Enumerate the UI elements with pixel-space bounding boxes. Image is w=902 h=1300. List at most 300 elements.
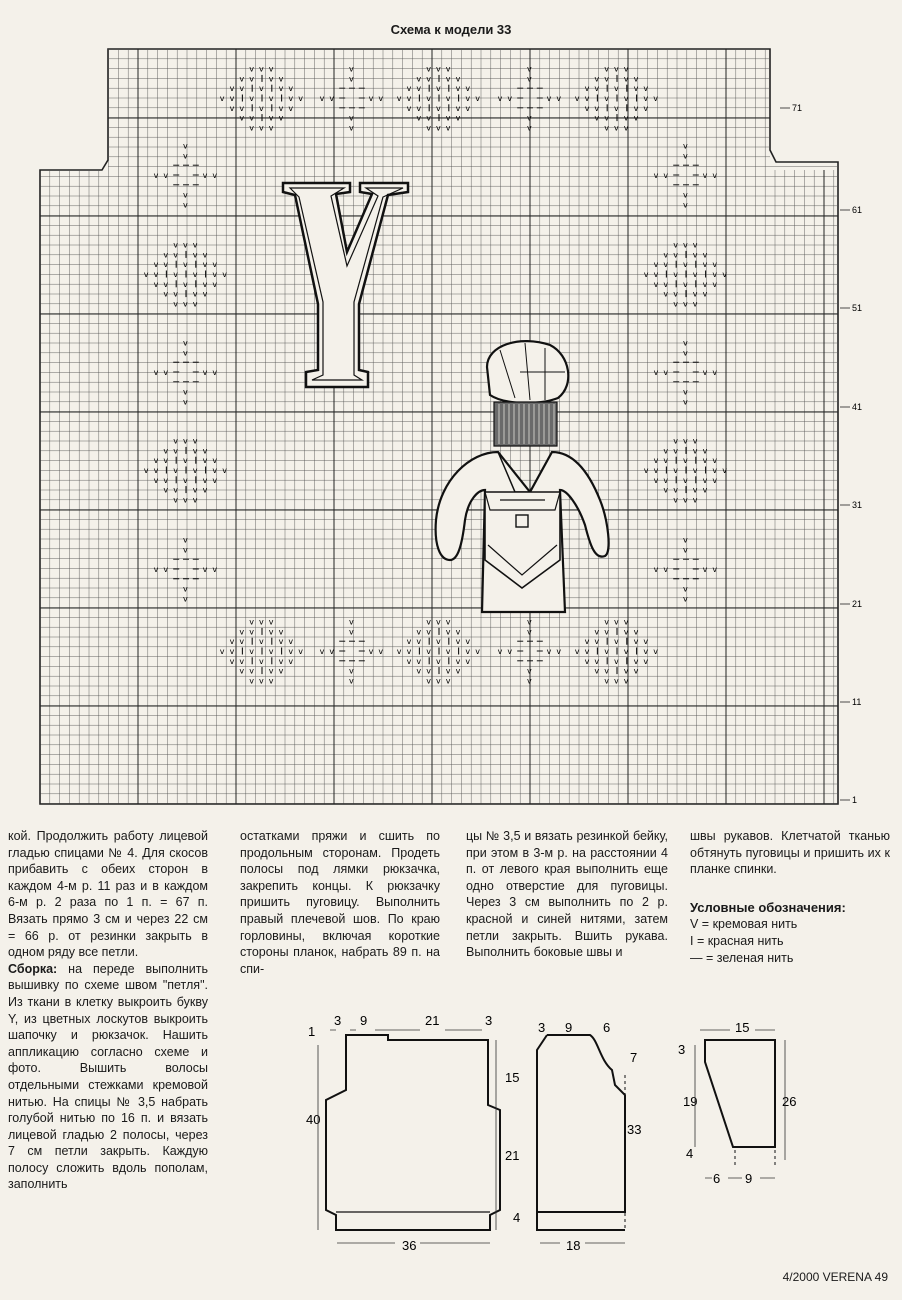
- svg-text:v: v: [349, 113, 354, 123]
- svg-text:v: v: [623, 647, 629, 656]
- svg-text:v: v: [153, 260, 159, 270]
- svg-text:v: v: [202, 289, 208, 299]
- svg-text:v: v: [683, 348, 688, 358]
- svg-text:v: v: [643, 466, 649, 475]
- svg-text:v: v: [594, 666, 600, 676]
- svg-text:v: v: [349, 64, 354, 74]
- svg-text:v: v: [712, 368, 718, 377]
- svg-text:v: v: [183, 535, 188, 545]
- svg-text:v: v: [268, 666, 274, 676]
- svg-text:v: v: [653, 279, 659, 289]
- diamond-motif: [644, 437, 727, 505]
- svg-text:v: v: [663, 456, 669, 466]
- star-motif: [320, 618, 384, 686]
- svg-text:v: v: [663, 279, 669, 289]
- svg-text:v: v: [183, 456, 188, 466]
- svg-text:v: v: [219, 647, 225, 656]
- svg-text:v: v: [268, 64, 274, 74]
- svg-text:v: v: [426, 647, 431, 656]
- svg-text:v: v: [183, 338, 188, 348]
- svg-text:v: v: [183, 141, 188, 151]
- text-column-4-body: швы рукавов. Клетчатой тканью обтянуть пуговицы и пришить их к планке спинки.: [690, 829, 890, 877]
- svg-text:v: v: [465, 637, 471, 647]
- svg-text:v: v: [455, 113, 461, 123]
- svg-text:v: v: [153, 565, 159, 574]
- svg-text:v: v: [192, 495, 198, 505]
- svg-text:v: v: [643, 94, 649, 103]
- svg-text:v: v: [278, 84, 284, 94]
- svg-text:v: v: [278, 113, 284, 123]
- svg-text:v: v: [594, 627, 600, 637]
- front-dimension: 9: [565, 1020, 573, 1035]
- svg-text:v: v: [249, 676, 254, 686]
- svg-text:v: v: [683, 240, 688, 250]
- text-assembly-start: кой. Продолжить работу лицевой гладью спицами № 4. Для скосов прибавить с обеих сторон в каждом 4-м р. 11 раз и в каждом 6-м р. 2 раза по 1 п. = 67 п. Вязать прямо 3 см и через 22 см = 66 р. от резинки закрыть в одном ряду все петли.: [8, 829, 208, 960]
- svg-text:v: v: [653, 647, 658, 656]
- svg-text:v: v: [614, 84, 619, 94]
- svg-text:v: v: [288, 647, 294, 656]
- svg-text:v: v: [426, 94, 431, 103]
- svg-text:v: v: [268, 676, 274, 686]
- svg-text:v: v: [192, 250, 198, 260]
- svg-text:v: v: [633, 84, 639, 94]
- svg-text:v: v: [643, 656, 649, 666]
- svg-text:v: v: [633, 627, 639, 637]
- sleeve-dimension: 3: [678, 1042, 686, 1057]
- svg-text:v: v: [445, 94, 451, 103]
- diamond-motif: [575, 65, 658, 133]
- svg-text:v: v: [683, 141, 688, 151]
- svg-text:v: v: [594, 113, 600, 123]
- svg-text:v: v: [192, 289, 198, 299]
- svg-text:v: v: [163, 368, 169, 377]
- svg-text:v: v: [692, 270, 698, 279]
- svg-text:v: v: [249, 64, 254, 74]
- row-number: 41: [852, 402, 863, 412]
- svg-text:v: v: [183, 397, 188, 407]
- legend-title: Условные обозначения:: [690, 899, 846, 915]
- sleeve-dimension: 19: [683, 1094, 698, 1109]
- svg-text:v: v: [229, 103, 235, 113]
- svg-text:v: v: [173, 270, 178, 279]
- svg-text:v: v: [436, 64, 441, 74]
- svg-text:v: v: [202, 250, 208, 260]
- svg-text:v: v: [614, 617, 619, 627]
- svg-text:v: v: [455, 74, 461, 84]
- svg-text:v: v: [173, 485, 178, 495]
- svg-text:v: v: [623, 617, 629, 627]
- svg-text:v: v: [173, 240, 178, 250]
- svg-text:v: v: [163, 456, 169, 466]
- star-motif: [320, 65, 384, 133]
- svg-text:v: v: [212, 171, 218, 180]
- svg-text:v: v: [673, 270, 678, 279]
- svg-text:v: v: [584, 647, 590, 656]
- svg-text:v: v: [584, 637, 590, 647]
- svg-text:v: v: [192, 466, 198, 475]
- svg-text:v: v: [702, 171, 708, 180]
- svg-text:v: v: [692, 436, 698, 446]
- svg-text:v: v: [594, 637, 600, 647]
- svg-text:v: v: [683, 151, 688, 161]
- svg-text:v: v: [212, 260, 218, 270]
- svg-text:v: v: [426, 666, 431, 676]
- text-column-2-body: остатками пряжи и сшить по продольным сторонам. Продеть полосы под лямки рюкзачка, закрепить концы. К рюкзачку пришить пуговицу. Выполнить правый плечевой шов. По краю горловины, включая короткие стороны планок, набрать 89 п. на спи-: [240, 829, 440, 976]
- svg-text:v: v: [692, 446, 698, 456]
- svg-text:v: v: [163, 171, 169, 180]
- svg-text:v: v: [163, 260, 169, 270]
- svg-text:v: v: [527, 666, 532, 676]
- svg-text:v: v: [712, 260, 718, 270]
- svg-text:v: v: [692, 250, 698, 260]
- svg-text:v: v: [349, 123, 354, 133]
- svg-text:v: v: [406, 647, 412, 656]
- svg-text:v: v: [229, 637, 235, 647]
- svg-text:v: v: [527, 74, 532, 84]
- svg-text:v: v: [497, 647, 503, 656]
- svg-text:v: v: [426, 617, 431, 627]
- row-number: 71: [792, 103, 803, 113]
- svg-text:v: v: [229, 94, 235, 103]
- svg-text:v: v: [584, 656, 590, 666]
- svg-text:v: v: [288, 94, 294, 103]
- svg-text:v: v: [378, 94, 384, 103]
- svg-text:v: v: [153, 171, 159, 180]
- svg-text:v: v: [212, 565, 218, 574]
- legend-green: — = зеленая нить: [690, 951, 794, 966]
- svg-text:v: v: [349, 676, 354, 686]
- svg-text:v: v: [192, 270, 198, 279]
- svg-text:v: v: [683, 584, 688, 594]
- svg-text:v: v: [546, 647, 552, 656]
- svg-text:v: v: [249, 627, 254, 637]
- body-dimension: 36: [402, 1238, 417, 1253]
- svg-text:v: v: [702, 289, 708, 299]
- svg-text:v: v: [153, 368, 159, 377]
- svg-text:v: v: [192, 446, 198, 456]
- svg-text:v: v: [527, 123, 532, 133]
- svg-text:v: v: [239, 627, 245, 637]
- svg-text:v: v: [623, 64, 629, 74]
- svg-text:v: v: [663, 565, 669, 574]
- assembly-heading: Сборка:: [8, 961, 58, 976]
- svg-text:v: v: [183, 279, 188, 289]
- svg-text:v: v: [268, 627, 274, 637]
- svg-text:v: v: [683, 299, 688, 309]
- svg-text:v: v: [623, 113, 629, 123]
- diamond-motif: [397, 618, 480, 686]
- svg-text:v: v: [396, 94, 402, 103]
- chart-title: Схема к модели 33: [390, 22, 512, 37]
- svg-text:v: v: [692, 289, 698, 299]
- svg-text:v: v: [574, 647, 580, 656]
- svg-text:v: v: [643, 103, 649, 113]
- svg-text:v: v: [143, 466, 149, 475]
- svg-text:v: v: [259, 103, 264, 113]
- svg-text:v: v: [574, 94, 580, 103]
- svg-text:v: v: [465, 94, 471, 103]
- svg-text:v: v: [683, 279, 688, 289]
- svg-text:v: v: [455, 627, 461, 637]
- svg-text:v: v: [406, 656, 412, 666]
- svg-text:v: v: [183, 260, 188, 270]
- svg-text:v: v: [445, 627, 451, 637]
- svg-text:v: v: [173, 436, 178, 446]
- front-dimension: 7: [630, 1050, 638, 1065]
- svg-text:v: v: [192, 436, 198, 446]
- diamond-motif: [575, 618, 658, 686]
- svg-text:v: v: [673, 289, 678, 299]
- svg-text:v: v: [319, 647, 325, 656]
- svg-text:v: v: [406, 84, 412, 94]
- svg-text:v: v: [219, 94, 225, 103]
- body-dimension: 9: [360, 1013, 368, 1028]
- svg-text:v: v: [455, 637, 461, 647]
- svg-text:v: v: [202, 279, 208, 289]
- svg-text:v: v: [329, 94, 335, 103]
- svg-text:v: v: [249, 617, 254, 627]
- svg-text:v: v: [212, 368, 218, 377]
- svg-text:v: v: [212, 456, 218, 466]
- svg-text:v: v: [683, 338, 688, 348]
- svg-text:v: v: [623, 74, 629, 84]
- body-dimension: 15: [505, 1070, 520, 1085]
- svg-text:v: v: [683, 535, 688, 545]
- svg-text:v: v: [604, 647, 609, 656]
- svg-text:v: v: [683, 594, 688, 604]
- svg-text:v: v: [268, 113, 274, 123]
- svg-text:v: v: [633, 103, 639, 113]
- svg-text:v: v: [229, 84, 235, 94]
- svg-text:v: v: [268, 74, 274, 84]
- svg-text:v: v: [663, 368, 669, 377]
- sleeve-dimension: 15: [735, 1020, 750, 1035]
- svg-text:v: v: [604, 113, 609, 123]
- svg-text:v: v: [406, 637, 412, 647]
- pattern-dimension-labels: [306, 1013, 796, 1253]
- svg-text:v: v: [288, 103, 294, 113]
- svg-text:v: v: [527, 617, 532, 627]
- svg-text:v: v: [445, 617, 451, 627]
- svg-text:v: v: [683, 387, 688, 397]
- svg-text:v: v: [673, 485, 678, 495]
- svg-text:v: v: [475, 94, 480, 103]
- body-dimension: 1: [308, 1024, 316, 1039]
- svg-text:v: v: [653, 270, 659, 279]
- svg-text:v: v: [692, 240, 698, 250]
- svg-text:v: v: [663, 171, 669, 180]
- svg-text:v: v: [183, 348, 188, 358]
- svg-text:v: v: [465, 656, 471, 666]
- svg-text:v: v: [239, 666, 245, 676]
- svg-text:v: v: [163, 446, 169, 456]
- svg-text:v: v: [702, 475, 708, 485]
- front-dimension: 18: [566, 1238, 581, 1253]
- svg-text:v: v: [673, 436, 678, 446]
- svg-text:v: v: [406, 103, 412, 113]
- svg-text:v: v: [239, 113, 245, 123]
- svg-text:v: v: [259, 84, 264, 94]
- cross-stitch-motifs: [144, 65, 727, 686]
- svg-text:v: v: [445, 676, 451, 686]
- svg-text:v: v: [249, 74, 254, 84]
- svg-text:v: v: [183, 200, 188, 210]
- svg-text:v: v: [683, 456, 688, 466]
- svg-text:v: v: [507, 647, 513, 656]
- svg-text:v: v: [594, 656, 600, 666]
- svg-text:v: v: [163, 279, 169, 289]
- svg-text:v: v: [319, 94, 325, 103]
- boy-hair: [494, 402, 557, 446]
- star-motif: [154, 142, 218, 210]
- svg-text:v: v: [163, 565, 169, 574]
- svg-text:v: v: [455, 103, 461, 113]
- svg-text:v: v: [288, 656, 294, 666]
- svg-text:v: v: [633, 637, 639, 647]
- svg-text:v: v: [183, 151, 188, 161]
- svg-text:v: v: [202, 260, 208, 270]
- svg-text:v: v: [202, 485, 208, 495]
- letter-y-applique: [283, 183, 408, 387]
- svg-text:v: v: [653, 260, 659, 270]
- svg-text:v: v: [527, 627, 532, 637]
- svg-text:v: v: [692, 299, 698, 309]
- text-column-2: [240, 828, 440, 977]
- svg-text:v: v: [653, 171, 659, 180]
- svg-text:v: v: [416, 637, 422, 647]
- svg-text:v: v: [202, 475, 208, 485]
- svg-text:v: v: [702, 260, 708, 270]
- svg-text:v: v: [663, 475, 669, 485]
- svg-text:v: v: [368, 94, 374, 103]
- svg-text:v: v: [192, 299, 198, 309]
- svg-text:v: v: [229, 656, 235, 666]
- svg-text:v: v: [712, 279, 718, 289]
- svg-text:v: v: [546, 94, 552, 103]
- svg-text:v: v: [212, 279, 218, 289]
- svg-text:v: v: [465, 84, 471, 94]
- front-dimension: 33: [627, 1122, 642, 1137]
- svg-text:v: v: [673, 250, 678, 260]
- svg-text:v: v: [259, 123, 264, 133]
- pattern-front-piece: [537, 1035, 625, 1230]
- svg-text:v: v: [436, 617, 441, 627]
- text-column-1: [8, 828, 208, 1193]
- svg-text:v: v: [445, 666, 451, 676]
- svg-text:v: v: [623, 123, 629, 133]
- body-dimension: 4: [513, 1210, 521, 1225]
- svg-text:v: v: [183, 387, 188, 397]
- svg-text:v: v: [604, 74, 609, 84]
- svg-text:v: v: [722, 270, 727, 279]
- svg-text:v: v: [278, 74, 284, 84]
- svg-text:v: v: [239, 637, 245, 647]
- svg-text:v: v: [143, 270, 149, 279]
- svg-text:v: v: [259, 637, 264, 647]
- svg-text:v: v: [445, 647, 451, 656]
- pattern-sleeve-piece: [705, 1040, 775, 1165]
- svg-text:v: v: [153, 456, 159, 466]
- svg-text:v: v: [183, 584, 188, 594]
- svg-text:v: v: [702, 368, 708, 377]
- svg-text:v: v: [445, 123, 451, 133]
- svg-text:v: v: [259, 617, 264, 627]
- svg-text:v: v: [416, 84, 422, 94]
- svg-text:v: v: [278, 637, 284, 647]
- svg-text:v: v: [712, 171, 718, 180]
- star-motif: [154, 536, 218, 604]
- svg-text:v: v: [594, 84, 600, 94]
- svg-text:v: v: [683, 495, 688, 505]
- svg-text:v: v: [268, 647, 274, 656]
- star-motif: [654, 142, 718, 210]
- svg-text:v: v: [527, 113, 532, 123]
- row-number: 31: [852, 500, 863, 510]
- svg-text:v: v: [702, 446, 708, 456]
- svg-text:v: v: [406, 94, 412, 103]
- svg-text:v: v: [673, 466, 678, 475]
- svg-text:v: v: [623, 627, 629, 637]
- svg-text:v: v: [349, 617, 354, 627]
- svg-text:v: v: [702, 565, 708, 574]
- svg-text:v: v: [222, 466, 227, 475]
- text-column-3: [466, 828, 668, 961]
- svg-text:v: v: [673, 495, 678, 505]
- svg-text:v: v: [623, 666, 629, 676]
- row-number-labels: [780, 103, 862, 805]
- svg-text:v: v: [378, 647, 384, 656]
- svg-text:v: v: [416, 656, 422, 666]
- svg-text:v: v: [604, 617, 609, 627]
- svg-text:v: v: [445, 64, 451, 74]
- svg-text:v: v: [663, 250, 669, 260]
- svg-text:v: v: [173, 250, 178, 260]
- body-dimension: 3: [334, 1013, 342, 1028]
- svg-text:v: v: [604, 666, 609, 676]
- svg-text:v: v: [212, 475, 218, 485]
- svg-text:v: v: [202, 368, 208, 377]
- legend-red: I = красная нить: [690, 934, 784, 949]
- body-dimension: 3: [485, 1013, 493, 1028]
- svg-text:v: v: [278, 656, 284, 666]
- svg-text:v: v: [584, 103, 590, 113]
- svg-text:v: v: [614, 123, 619, 133]
- sleeve-dimension: 26: [782, 1094, 797, 1109]
- svg-text:v: v: [712, 456, 718, 466]
- svg-text:v: v: [239, 103, 245, 113]
- svg-text:v: v: [455, 84, 461, 94]
- boy-backpack-button: [516, 515, 528, 527]
- svg-text:v: v: [683, 436, 688, 446]
- svg-text:v: v: [673, 240, 678, 250]
- svg-text:v: v: [173, 299, 178, 309]
- svg-text:v: v: [278, 666, 284, 676]
- svg-text:v: v: [349, 627, 354, 637]
- svg-text:v: v: [465, 103, 471, 113]
- svg-text:v: v: [268, 617, 274, 627]
- svg-text:v: v: [202, 446, 208, 456]
- svg-text:v: v: [623, 676, 629, 686]
- svg-text:v: v: [153, 466, 159, 475]
- svg-text:v: v: [663, 446, 669, 456]
- svg-text:v: v: [298, 94, 303, 103]
- svg-text:v: v: [163, 289, 169, 299]
- svg-text:v: v: [663, 260, 669, 270]
- svg-text:v: v: [212, 466, 218, 475]
- svg-text:v: v: [259, 676, 264, 686]
- chart-grid: [40, 49, 838, 804]
- svg-text:v: v: [183, 495, 188, 505]
